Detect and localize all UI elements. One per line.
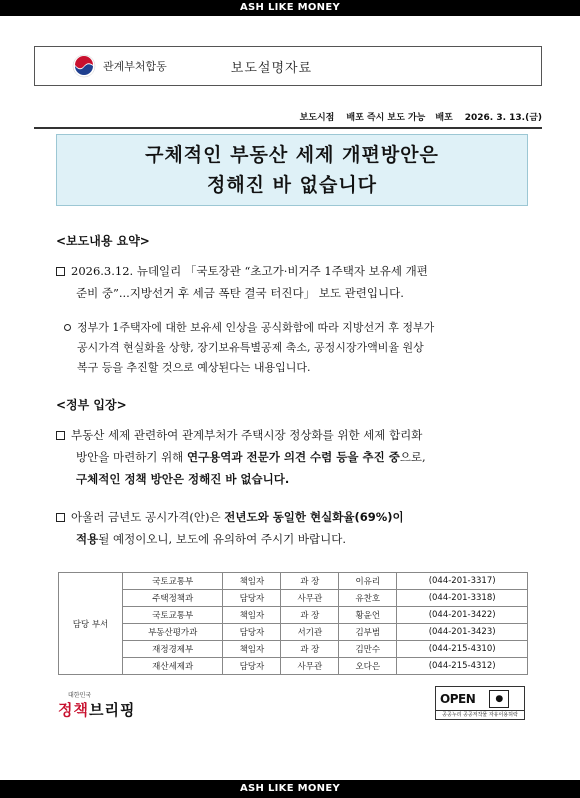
name-cell: 황윤언 xyxy=(339,607,397,624)
position-p2-line-1b: 전년도와 동일한 현실화율(69%)이 xyxy=(224,510,404,524)
summary-item xyxy=(56,260,536,304)
name-cell: 김부범 xyxy=(339,624,397,641)
document-type: 보도설명자료 xyxy=(230,60,313,76)
summary-heading: <보도내용 요약> xyxy=(56,234,150,248)
square-bullet-icon xyxy=(56,431,65,440)
summary-sub-line-3: 복구 등을 추진할 것으로 예상된다는 내용입니다. xyxy=(77,361,311,374)
position-p1-line-2c: 으로, xyxy=(399,450,426,464)
release-time-value: 배포 즉시 보도 가능 xyxy=(346,113,426,123)
brand-text-b: 브리핑 xyxy=(88,701,136,719)
top-banner: ASH LIKE MONEY xyxy=(0,0,580,16)
title-cell: 과 장 xyxy=(281,641,339,658)
title-cell: 사무관 xyxy=(281,658,339,675)
summary-item-line-2: 준비 중”...지방선거 후 세금 폭탄 결국 터진다」 보도 관련입니다. xyxy=(76,286,404,300)
release-time-label: 보도시점 xyxy=(299,113,335,123)
contacts-lead-label: 담당 부서 xyxy=(59,573,123,675)
person-icon: ● xyxy=(489,690,509,708)
position-paragraph-1 xyxy=(56,424,536,490)
position-p2-line-2b: 될 예정이오니, 보도에 유의하여 주시기 바랍니다. xyxy=(98,532,346,546)
table-row xyxy=(59,641,528,658)
role-cell: 담당자 xyxy=(223,658,281,675)
phone-cell: (044-201-3423) xyxy=(397,624,528,641)
position-paragraph-2 xyxy=(56,506,536,550)
position-p2-line-2a: 적용 xyxy=(76,532,99,546)
role-cell: 책임자 xyxy=(223,607,281,624)
name-cell: 김만수 xyxy=(339,641,397,658)
name-cell: 이유리 xyxy=(339,573,397,590)
table-row xyxy=(59,658,528,675)
policy-briefing-logo xyxy=(58,690,135,720)
brand-small-text: 대한민국 xyxy=(68,692,92,699)
name-cell: 오다은 xyxy=(339,658,397,675)
brand-text-a: 정책 xyxy=(58,701,89,719)
headline-box xyxy=(56,134,528,206)
square-bullet-icon xyxy=(56,513,65,522)
dept-cell: 재정경제부 xyxy=(123,641,223,658)
role-cell: 담당자 xyxy=(223,590,281,607)
open-license-badge xyxy=(435,686,525,720)
release-info xyxy=(34,110,542,129)
title-cell: 사무관 xyxy=(281,590,339,607)
headline-line-1: 구체적인 부동산 세제 개편방안은 xyxy=(145,144,439,166)
dept-cell: 주택정책과 xyxy=(123,590,223,607)
open-label: OPEN xyxy=(440,691,476,706)
circle-bullet-icon xyxy=(64,324,71,331)
position-p1-line-3: 구체적인 정책 방안은 정해진 바 없습니다. xyxy=(76,472,290,486)
position-p1-line-1: 부동산 세제 관련하여 관계부처가 주택시장 정상화를 위한 세제 합리화 xyxy=(71,428,423,442)
open-caption: 공공누리 공공저작물 자유이용허락 xyxy=(436,710,524,719)
name-cell: 유찬호 xyxy=(339,590,397,607)
brand-text xyxy=(58,699,135,720)
government-emblem-icon xyxy=(71,53,97,79)
ministry-name: 관계부처합동 xyxy=(103,60,167,73)
phone-cell: (044-215-4312) xyxy=(397,658,528,675)
title-cell: 과 장 xyxy=(281,573,339,590)
contacts-table xyxy=(58,572,528,675)
headline-line-2: 정해진 바 없습니다 xyxy=(206,174,378,196)
summary-sub-item xyxy=(64,318,534,378)
square-bullet-icon xyxy=(56,267,65,276)
position-heading: <정부 입장> xyxy=(56,398,127,412)
summary-item-line-1: 2026.3.12. 뉴데일리 「국토장관 “초고가·비거주 1주택자 보유세 개편 xyxy=(71,264,428,278)
release-date-value: 2026. 3. 13.(금) xyxy=(464,113,542,123)
document-header xyxy=(34,46,542,86)
dept-cell: 재산세제과 xyxy=(123,658,223,675)
table-row xyxy=(59,573,528,590)
phone-cell: (044-201-3422) xyxy=(397,607,528,624)
summary-sub-line-1: 정부가 1주택자에 대한 보유세 인상을 공식화함에 따라 지방선거 후 정부가 xyxy=(77,321,435,334)
position-p2-line-1a: 아울러 금년도 공시가격(안)은 xyxy=(71,510,225,524)
dept-cell: 부동산평가과 xyxy=(123,624,223,641)
position-p1-line-2a: 방안을 마련하기 위해 xyxy=(76,450,187,464)
position-p1-line-2b: 연구용역과 전문가 의견 수렴 등을 추진 중 xyxy=(186,450,400,464)
title-cell: 서기관 xyxy=(281,624,339,641)
role-cell: 책임자 xyxy=(223,641,281,658)
table-row xyxy=(59,624,528,641)
phone-cell: (044-201-3317) xyxy=(397,573,528,590)
role-cell: 책임자 xyxy=(223,573,281,590)
phone-cell: (044-201-3318) xyxy=(397,590,528,607)
dept-cell: 국토교통부 xyxy=(123,573,223,590)
title-cell: 과 장 xyxy=(281,607,339,624)
role-cell: 담당자 xyxy=(223,624,281,641)
summary-sub-line-2: 공시가격 현실화율 상향, 장기보유특별공제 축소, 공정시장가액비율 원상 xyxy=(77,341,424,354)
table-row xyxy=(59,590,528,607)
phone-cell: (044-215-4310) xyxy=(397,641,528,658)
dept-cell: 국토교통부 xyxy=(123,607,223,624)
release-date-label: 배포 xyxy=(435,113,453,123)
bottom-banner: ASH LIKE MONEY xyxy=(0,780,580,798)
table-row xyxy=(59,607,528,624)
